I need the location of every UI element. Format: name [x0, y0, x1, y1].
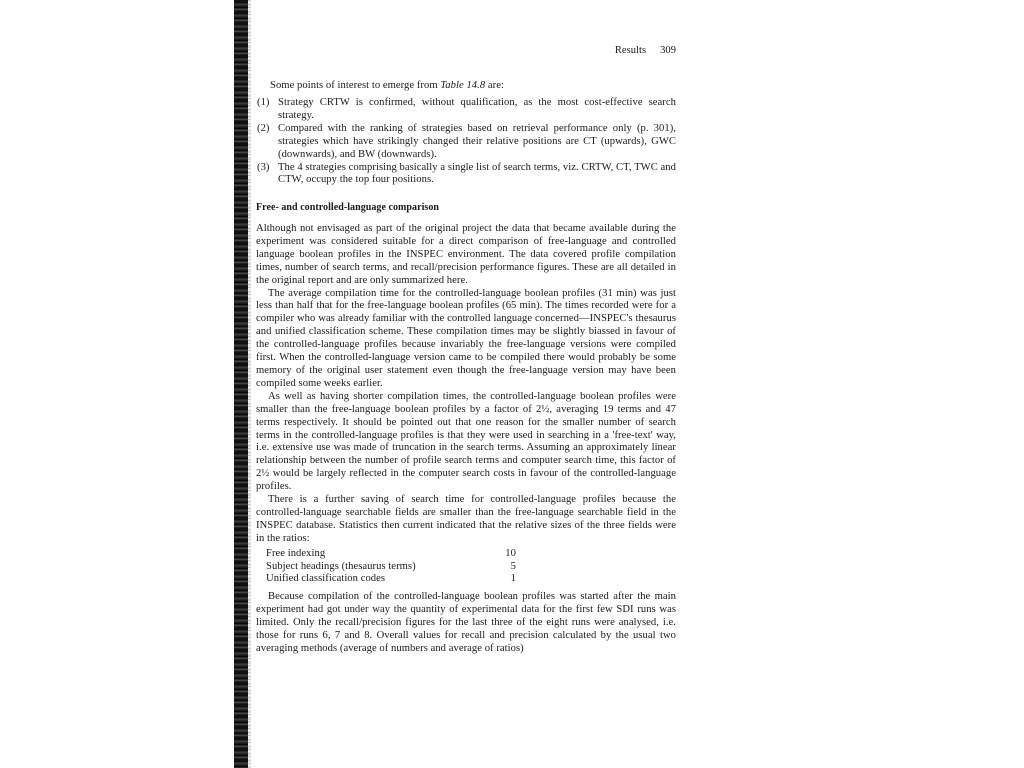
- ratio-row: [266, 561, 516, 574]
- list-item-text: The 4 strategies comprising basically a single list of search terms, viz. CRTW, CT, TWC and CTW, occupy the top four positions.: [278, 161, 676, 186]
- ratio-row: [266, 548, 516, 561]
- list-item: [256, 162, 676, 188]
- ratio-list: [266, 548, 516, 587]
- ratio-value: 5: [510, 560, 516, 572]
- page-number: 309: [660, 45, 676, 56]
- paragraph: Because compilation of the controlled-language boolean profiles was started after the main experiment had got under way the quantity of experimental data for the first few SDI runs was limited. Only the recall/precision figures for the last three of the eight runs were analysed, i.e. those for runs 6, 7 and 8. Overall values for recall and precision calculated by the usual two averaging methods (average of numbers and average of ratios): [256, 591, 676, 654]
- running-head: [256, 45, 676, 58]
- ratio-label: Subject headings (thesaurus terms): [266, 560, 416, 572]
- list-item-text: Strategy CRTW is confirmed, without qualification, as the most cost-effective search strategy.: [278, 97, 676, 121]
- section-title: Results: [614, 45, 647, 56]
- table-reference: Table 14.8: [440, 80, 486, 91]
- paragraph: There is a further saving of search time for controlled-language profiles because the controlled-language searchable fields are smaller than the free-language searchable field in the INSPEC database. Statistics then current indicated that the relative sizes of the three fields were in the ratios:: [256, 494, 676, 544]
- ratio-row: [266, 573, 516, 586]
- list-item-number: (1): [257, 97, 270, 108]
- list-item-number: (2): [257, 122, 270, 134]
- book-spine-shadow: [234, 0, 248, 768]
- ratio-value: 10: [505, 547, 516, 559]
- list-item: [256, 123, 676, 162]
- body-text: [256, 223, 676, 656]
- numbered-points: [256, 97, 676, 187]
- ratio-label: Unified classification codes: [266, 573, 386, 585]
- intro-prefix: Some points of interest to emerge from: [270, 80, 441, 91]
- paragraph: As well as having shorter compilation times, the controlled-language boolean profiles were smaller than the free-language boolean profiles by a factor of 2½, averaging 19 terms and 47 terms respectively. It should be pointed out that one reason for the smaller number of search terms in the controlled-language profiles is that they were used in searching in a 'free-text' way, i.e. extensive use was made of truncation in the search terms. Assuming an approximately linear relationship between the number of profile search terms and computer search time, this factor of 2½ would be largely reflected in the computer search costs in favour of the controlled-language profiles.: [256, 390, 676, 493]
- list-item-text: Compared with the ranking of strategies based on retrieval performance only (p. 301), strategies which have strikingly changed their relative positions are CT (upwards), GWC (downwards), and BW (downwards).: [278, 122, 676, 160]
- paragraph: The average compilation time for the controlled-language boolean profiles (31 min) was just less than half that for the free-language boolean profiles (65 min). The times recorded were for a compiler who was already familiar with the controlled language concerned—INSPEC's thesaurus and unified classification scheme. These compilation times may be slightly biassed in favour of the controlled-language profiles because invariably the free-language versions were compiled first. When the controlled-language version came to be compiled there would probably be some memory of the original user statement even though the free-language version may have been compiled some weeks earlier.: [256, 287, 676, 389]
- list-item-number: (3): [257, 161, 270, 173]
- ratio-label: Free indexing: [266, 547, 326, 559]
- book-gutter: [248, 0, 251, 768]
- paragraph: Although not envisaged as part of the original project the data that became available during the experiment was considered suitable for a direct comparison of free-language and controlled language boolean profiles in the INSPEC environment. The data covered profile compilation times, number of search terms, and recall/precision performance figures. These are all detailed in the original report and are only summarized here.: [256, 223, 676, 286]
- section-heading: Free- and controlled-language comparison: [256, 202, 440, 213]
- ratio-value: 1: [510, 573, 516, 585]
- list-item: [256, 97, 676, 123]
- intro-suffix: are:: [485, 80, 504, 91]
- intro-sentence: [270, 80, 676, 93]
